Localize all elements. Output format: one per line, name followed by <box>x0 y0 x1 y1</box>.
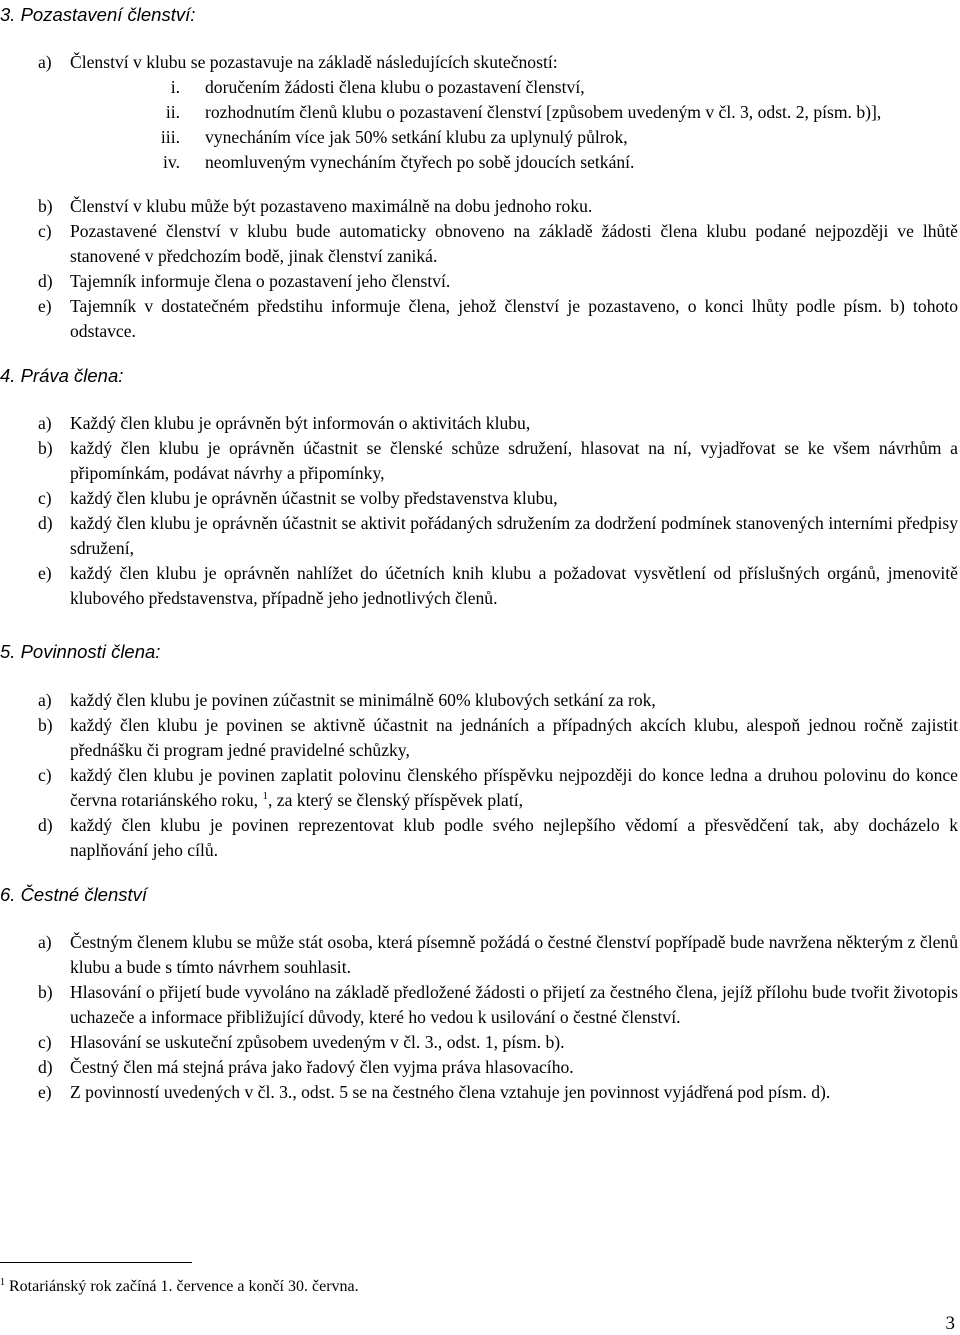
list-item <box>0 194 958 219</box>
sublist-item <box>0 75 958 100</box>
subitem-marker: iv. <box>163 152 180 172</box>
item-marker: c) <box>38 765 52 785</box>
list-item <box>0 486 958 511</box>
item-text: Členství v klubu se pozastavuje na základě následujících skutečností: <box>70 52 558 72</box>
footnote-separator <box>0 1262 192 1263</box>
item-marker: a) <box>38 932 52 952</box>
subitem-marker: i. <box>170 77 180 97</box>
item-marker: d) <box>38 815 53 835</box>
subitem-text: doručením žádosti člena klubu o pozastavení členství, <box>205 77 585 97</box>
item-marker: b) <box>38 982 53 1002</box>
list-item <box>0 294 958 344</box>
item-marker: c) <box>38 221 52 241</box>
item-marker: e) <box>38 296 52 316</box>
list-item <box>0 436 958 486</box>
page-number: 3 <box>945 1313 955 1334</box>
item-text: Čestným členem klubu se může stát osoba, která písemně požádá o čestné členství popřípadě bude navržena některým z členů klubu a bude s tímto návrhem souhlasit. <box>70 932 958 977</box>
list-item <box>0 50 958 75</box>
footnote-reference[interactable]: 1 <box>262 790 268 802</box>
list-item <box>0 930 958 980</box>
item-marker: a) <box>38 52 52 72</box>
item-marker: b) <box>38 196 53 216</box>
section-6-heading: 6. Čestné členství <box>0 884 148 905</box>
section-3-sublist <box>0 75 958 175</box>
subitem-marker: ii. <box>165 102 180 122</box>
item-marker: d) <box>38 1057 53 1077</box>
list-item <box>0 813 958 863</box>
item-marker: d) <box>38 271 53 291</box>
section-5-heading: 5. Povinnosti člena: <box>0 641 161 662</box>
subitem-text: neomluveným vynecháním čtyřech po sobě jdoucích setkání. <box>205 152 635 172</box>
section-4-heading: 4. Práva člena: <box>0 365 124 386</box>
item-text: Tajemník informuje člena o pozastavení jeho členství. <box>70 271 451 291</box>
section-3-heading: 3. Pozastavení členství: <box>0 4 196 25</box>
list-item <box>0 1055 958 1080</box>
item-marker: a) <box>38 413 52 433</box>
item-text: Členství v klubu může být pozastaveno maximálně na dobu jednoho roku. <box>70 196 593 216</box>
footnote-text: Rotariánský rok začíná 1. července a končí 30. června. <box>9 1278 359 1295</box>
item-text-continued: , za který se členský příspěvek platí, <box>267 790 524 810</box>
item-text: Každý člen klubu je oprávněn být informován o aktivitách klubu, <box>70 413 531 433</box>
item-marker: c) <box>38 1032 52 1052</box>
section-5-list <box>0 688 958 863</box>
subitem-text: vynecháním více jak 50% setkání klubu za uplynulý půlrok, <box>205 127 628 147</box>
footnote-number: 1 <box>0 1277 5 1288</box>
item-text: Čestný člen má stejná práva jako řadový člen vyjma práva hlasovacího. <box>70 1057 574 1077</box>
sublist-item <box>0 150 958 175</box>
list-item <box>0 763 958 813</box>
item-text: každý člen klubu je oprávněn účastnit se členské schůze sdružení, hlasovat na ní, vyjadřovat se ke všem návrhům a připomínkám, podávat návrhy a připomínky, <box>70 438 958 483</box>
item-text: Hlasování o přijetí bude vyvoláno na základě předložené žádosti o přijetí za čestného člena, jejíž přílohu bude tvořit životopis uchazeče a informace přibližující důvody, které ho vedou k usilování o čestné členství. <box>70 982 958 1027</box>
list-item <box>0 411 958 436</box>
item-text: každý člen klubu je oprávněn účastnit se aktivit pořádaných sdružením za dodržení podmínek stanovených interními předpisy sdružení, <box>70 513 958 558</box>
item-marker: a) <box>38 690 52 710</box>
item-text: Tajemník v dostatečném předstihu informuje člena, jehož členství je pozastaveno, o konci lhůty podle písm. b) tohoto odstavce. <box>70 296 958 341</box>
item-text: každý člen klubu je povinen zúčastnit se minimálně 60% klubových setkání za rok, <box>70 690 656 710</box>
section-6-list <box>0 930 958 1105</box>
footnote <box>0 1276 359 1298</box>
item-marker: e) <box>38 563 52 583</box>
item-text: každý člen klubu je oprávněn účastnit se volby představenstva klubu, <box>70 488 558 508</box>
item-marker: e) <box>38 1082 52 1102</box>
list-item <box>0 219 958 269</box>
item-marker: c) <box>38 488 52 508</box>
item-marker: b) <box>38 715 53 735</box>
subitem-text: rozhodnutím členů klubu o pozastavení členství [způsobem uvedeným v čl. 3, odst. 2, písm. b)], <box>205 102 882 122</box>
list-item <box>0 269 958 294</box>
sublist-item <box>0 100 958 125</box>
sublist-item <box>0 125 958 150</box>
list-item <box>0 713 958 763</box>
item-text: Hlasování se uskuteční způsobem uvedeným v čl. 3., odst. 1, písm. b). <box>70 1032 565 1052</box>
list-item <box>0 688 958 713</box>
subitem-marker: iii. <box>160 127 180 147</box>
section-4-list <box>0 411 958 611</box>
list-item <box>0 511 958 561</box>
item-text: Z povinností uvedených v čl. 3., odst. 5 se na čestného člena vztahuje jen povinnost vyjádřená pod písm. d). <box>70 1082 831 1102</box>
item-text: každý člen klubu je povinen zaplatit polovinu členského příspěvku nejpozději do konce ledna a druhou polovinu do konce června rotariánského roku, <box>70 765 958 810</box>
list-item <box>0 980 958 1030</box>
item-marker: b) <box>38 438 53 458</box>
list-item <box>0 561 958 611</box>
item-text: každý člen klubu je povinen reprezentovat klub podle svého nejlepšího vědomí a přesvědčení tak, aby docházelo k naplňování jeho cílů. <box>70 815 958 860</box>
section-3-list <box>0 50 958 75</box>
item-text: každý člen klubu je povinen se aktivně účastnit na jednáních a případných akcích klubu, alespoň jednou ročně zajistit přednášku či program jedné pravidelné schůzky, <box>70 715 958 760</box>
item-marker: d) <box>38 513 53 533</box>
section-3-list-continued <box>0 194 958 344</box>
item-text: každý člen klubu je oprávněn nahlížet do účetních knih klubu a požadovat vysvětlení od příslušných orgánů, jmenovitě klubového představenstva, případně jeho jednotlivých členů. <box>70 563 958 608</box>
list-item <box>0 1030 958 1055</box>
item-text: Pozastavené členství v klubu bude automaticky obnoveno na základě žádosti člena klubu podané nejpozději ve lhůtě stanovené v předchozím bodě, jinak členství zaniká. <box>70 221 958 266</box>
list-item <box>0 1080 958 1105</box>
